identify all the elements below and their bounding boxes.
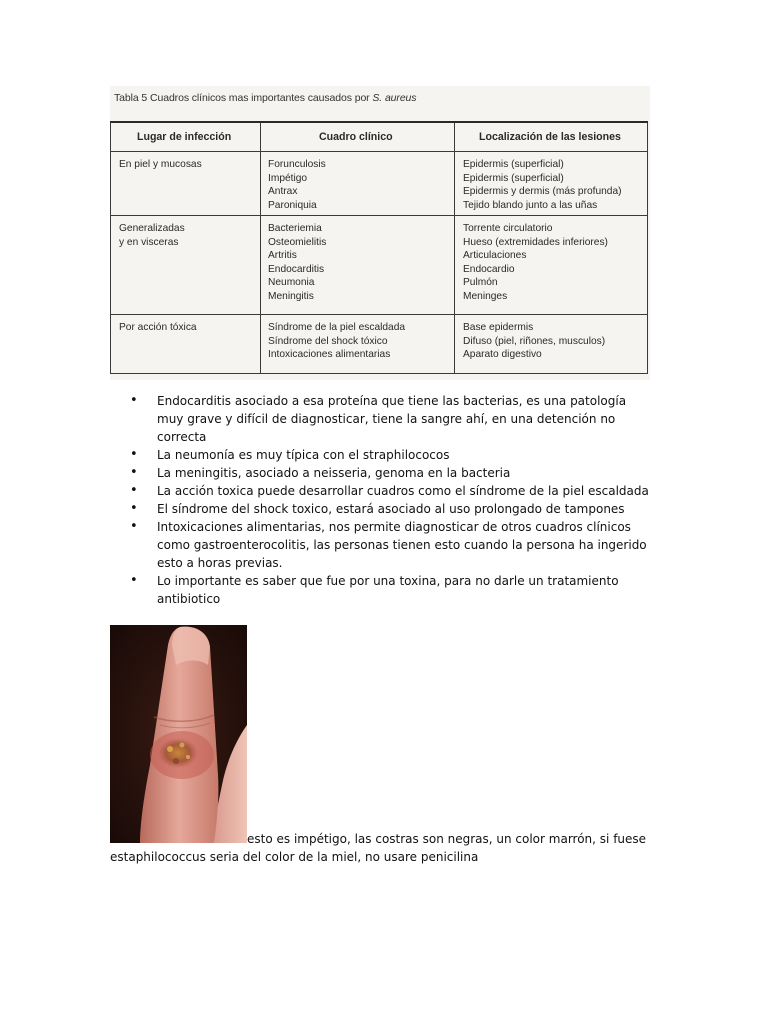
- list-item: • La neumonía es muy típica con el straphilococos: [110, 446, 650, 464]
- cell-clinical: Síndrome de la piel escaldada Síndrome del shock tóxico Intoxicaciones alimentarias: [261, 315, 455, 374]
- photo-caption: esto es impétigo, las costras son negras, un color marrón, si fuese estaphilococcus seria del color de la miel, no usare penicilina: [110, 832, 647, 864]
- header-clinical: Cuadro clínico: [261, 122, 455, 152]
- cell-location: Base epidermis Difuso (piel, riñones, musculos) Aparato digestivo: [455, 315, 648, 374]
- header-location: Localización de las lesiones: [455, 122, 648, 152]
- cell-site: Generalizadas y en visceras: [111, 216, 261, 315]
- table-header-row: [111, 122, 648, 152]
- table-caption: Tabla 5 Cuadros clínicos mas importantes causados por S. aureus: [114, 92, 417, 104]
- cell-site: En piel y mucosas: [111, 152, 261, 216]
- table-row: [111, 315, 648, 374]
- notes-list: [110, 392, 650, 608]
- list-item: • Lo importante es saber que fue por una toxina, para no darle un tratamiento antibiotico: [110, 572, 650, 608]
- table-row: [111, 152, 648, 216]
- cell-location: Epidermis (superficial) Epidermis (superficial) Epidermis y dermis (más profunda) Tejido blando junto a las uñas: [455, 152, 648, 216]
- cell-clinical: Forunculosis Impétigo Antrax Paroniquia: [261, 152, 455, 216]
- list-item: • La acción toxica puede desarrollar cuadros como el síndrome de la piel escaldada: [110, 482, 650, 500]
- list-item: • Intoxicaciones alimentarias, nos permite diagnosticar de otros cuadros clínicos como gastroenterocolitis, las personas tienen esto cuando la persona ha ingerido esto a horas previas.: [110, 518, 650, 572]
- list-item: • La meningitis, asociado a neisseria, genoma en la bacteria: [110, 464, 650, 482]
- list-item: • Endocarditis asociado a esa proteína que tiene las bacterias, es una patología muy grave y difícil de diagnosticar, tiene la sangre ahí, en una detención no correcta: [110, 392, 650, 446]
- cell-site: Por acción tóxica: [111, 315, 261, 374]
- cell-clinical: Bacteriemia Osteomielitis Artritis Endocarditis Neumonia Meningitis: [261, 216, 455, 315]
- scanned-table-image: [110, 86, 650, 380]
- cell-location: Torrente circulatorio Hueso (extremidades inferiores) Articulaciones Endocardio Pulmón Meninges: [455, 216, 648, 315]
- impetigo-finger-photo: [110, 625, 247, 843]
- table-row: [111, 216, 648, 315]
- header-site: Lugar de infección: [111, 122, 261, 152]
- clinical-table: [110, 121, 648, 374]
- list-item: • El síndrome del shock toxico, estará asociado al uso prolongado de tampones: [110, 500, 650, 518]
